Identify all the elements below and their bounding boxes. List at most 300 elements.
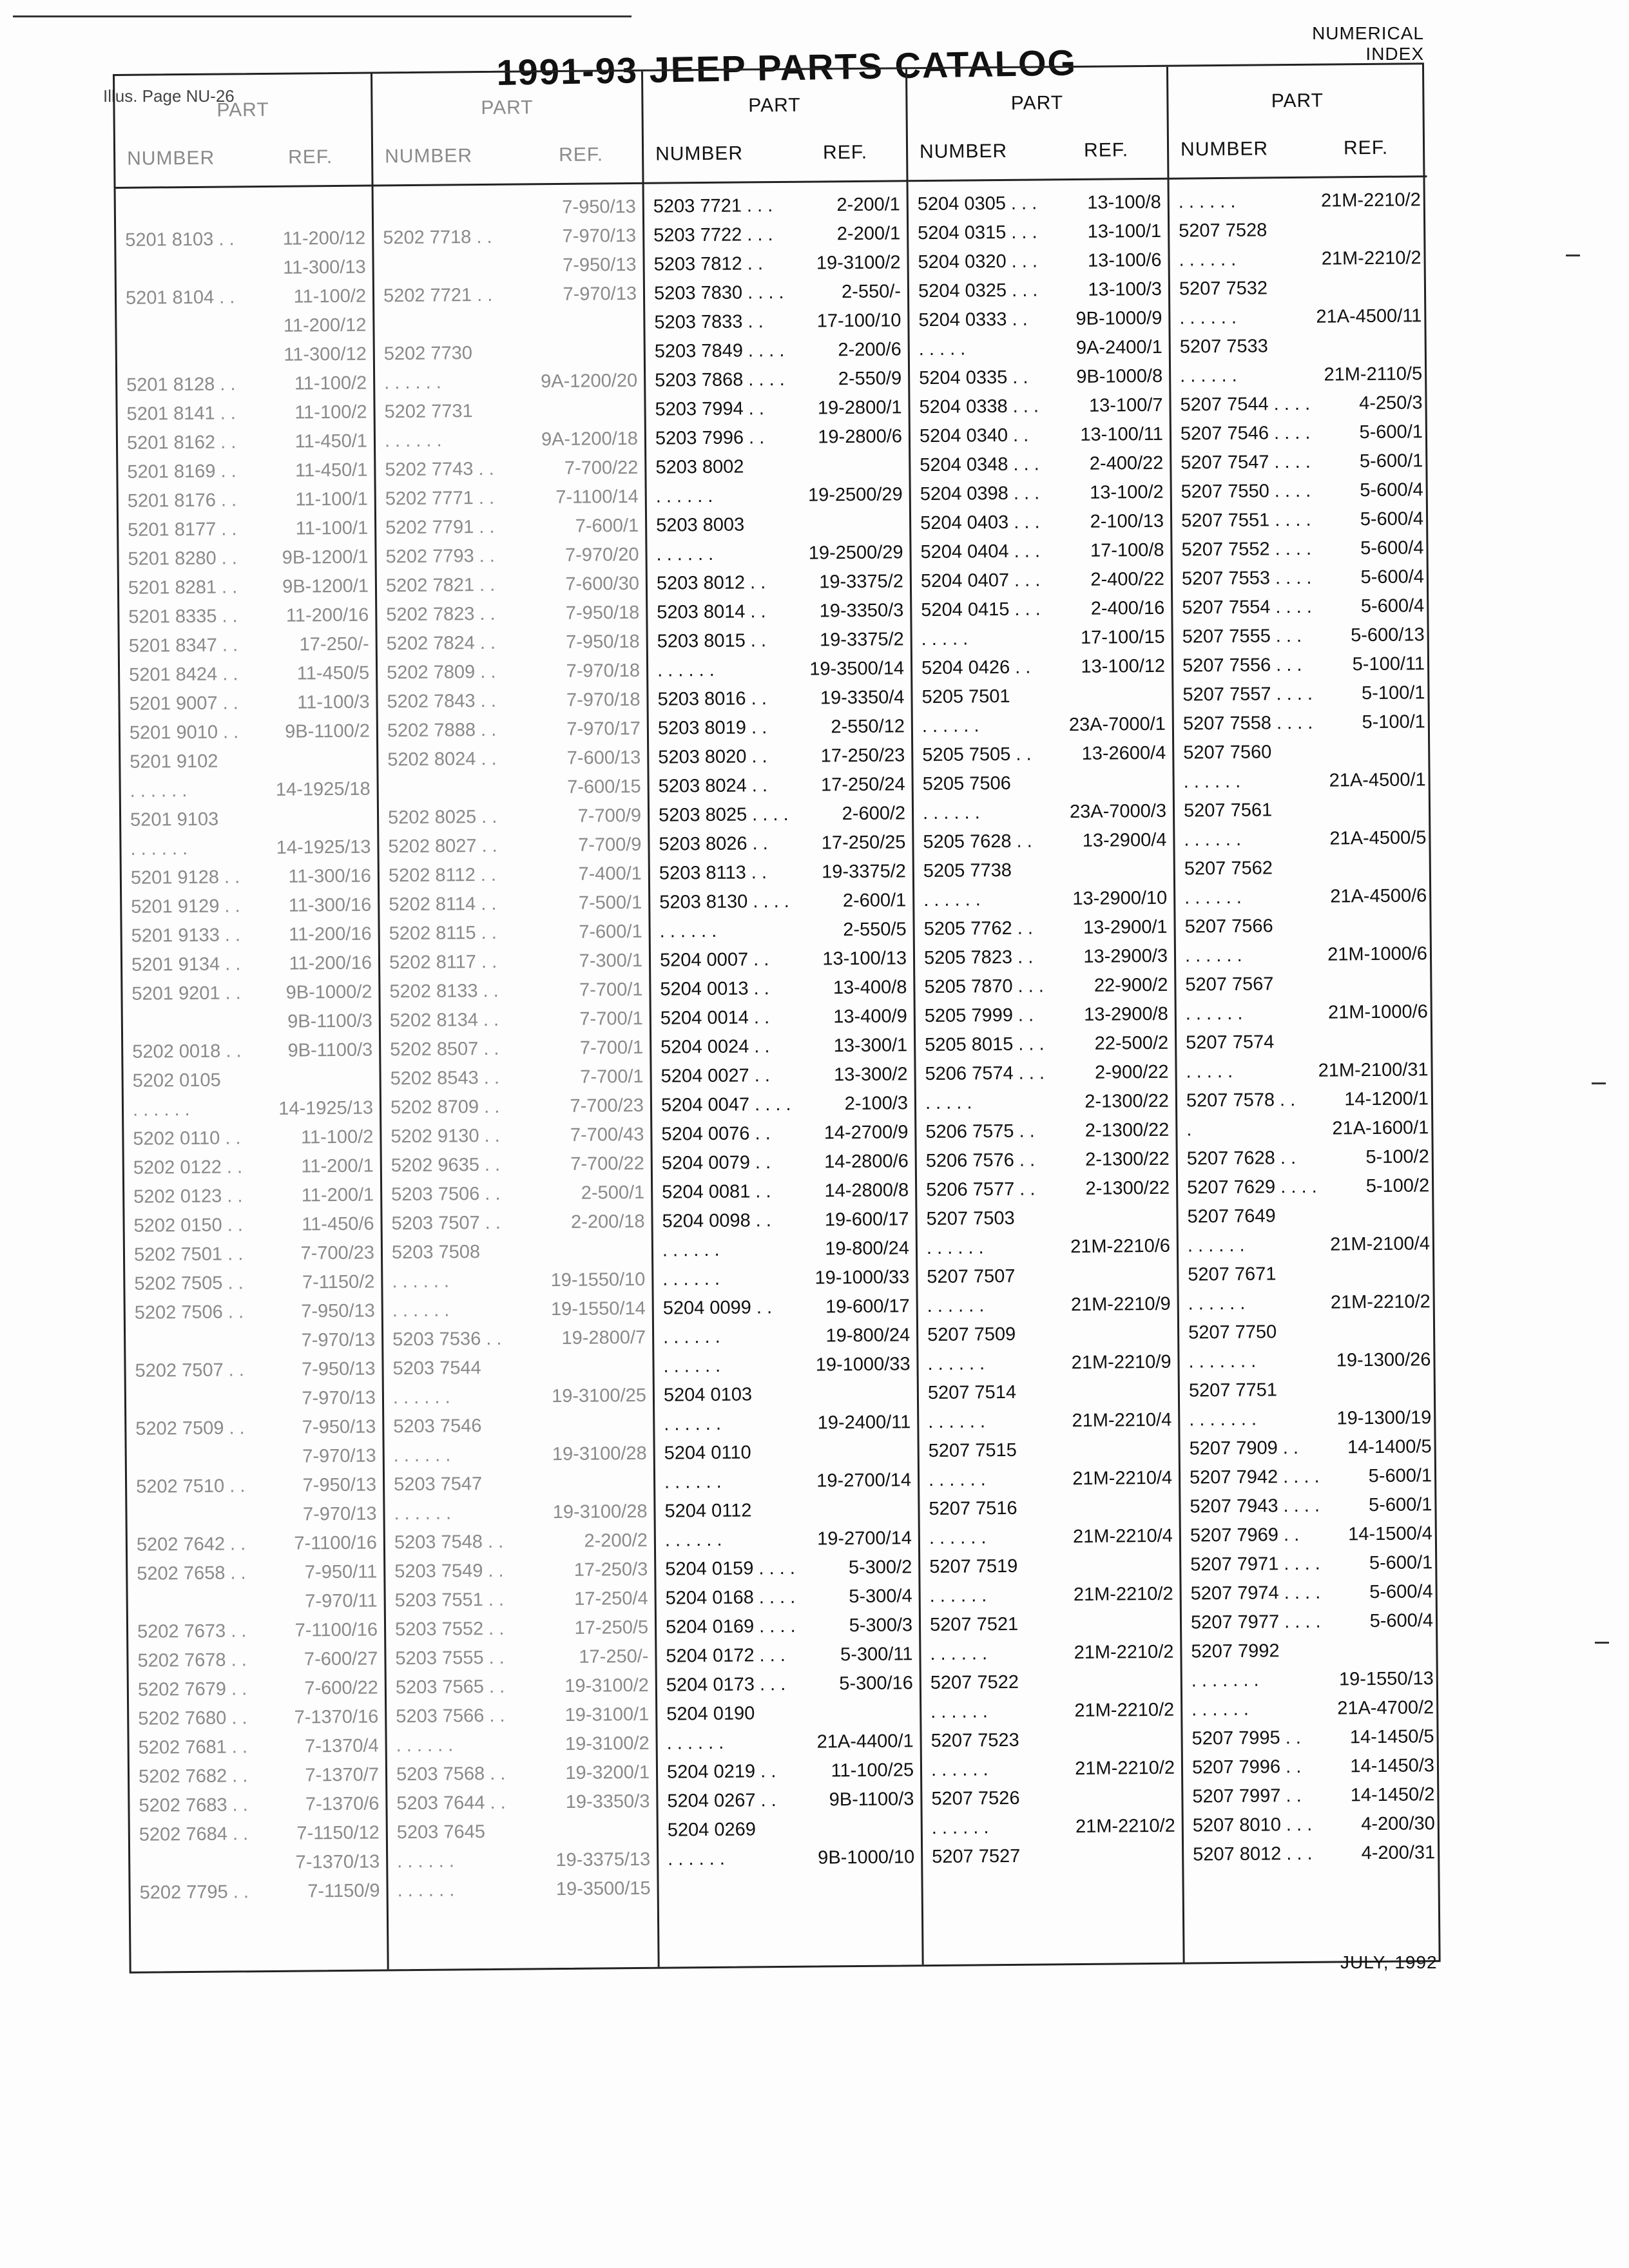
table-row xyxy=(653,1176,915,1207)
table-row xyxy=(119,601,375,631)
table-row xyxy=(128,1528,383,1559)
reference: 11-200/16 xyxy=(289,923,372,945)
part-number: 5207 7521 xyxy=(929,1613,1019,1636)
reference: 7-1370/13 xyxy=(295,1851,380,1873)
reference: 9B-1100/3 xyxy=(287,1010,372,1032)
table-row xyxy=(657,1640,919,1671)
reference: 7-700/9 xyxy=(577,834,642,856)
part-number: 5202 7793 . . xyxy=(385,545,496,568)
table-row xyxy=(376,512,645,543)
table-row xyxy=(920,1435,1179,1466)
table-row xyxy=(656,1524,918,1555)
part-number: 5203 8026 . . xyxy=(659,833,768,855)
part-number: 5202 8543 . . xyxy=(390,1067,500,1090)
part-number: 5202 7507 . . xyxy=(135,1360,245,1381)
table-row xyxy=(1175,881,1433,912)
table-row xyxy=(651,1031,914,1062)
table-row xyxy=(116,224,372,255)
part-number: 5203 8025 . . . . xyxy=(658,803,789,826)
reference: 13-400/9 xyxy=(833,1006,907,1028)
table-row xyxy=(1171,360,1429,390)
part-number: 5203 7551 . . xyxy=(394,1589,505,1611)
reference: 9A-1200/18 xyxy=(541,428,639,450)
reference: 9B-1000/10 xyxy=(818,1847,915,1869)
table-row xyxy=(118,456,374,486)
part-number: 5207 7578 . . xyxy=(1186,1090,1296,1111)
table-row xyxy=(917,1145,1176,1177)
margin-mark xyxy=(1566,255,1580,256)
table-row xyxy=(911,536,1170,568)
part-number: 5203 8012 . . xyxy=(656,572,766,594)
table-row xyxy=(385,1468,653,1500)
table-row xyxy=(918,1232,1177,1264)
reference: 7-600/27 xyxy=(304,1648,378,1670)
part-number: 5203 7506 . . xyxy=(391,1183,501,1206)
part-number: 5207 7547 . . . . xyxy=(1181,451,1311,474)
table-row xyxy=(657,1698,920,1729)
table-row xyxy=(917,1203,1176,1235)
part-number: 5202 8133 . . xyxy=(389,980,499,1003)
table-row xyxy=(650,799,912,831)
table-row xyxy=(910,391,1169,423)
table-row xyxy=(918,1261,1177,1293)
table-row xyxy=(126,1325,381,1356)
part-number: 5202 7680 . . xyxy=(138,1707,247,1729)
table-row xyxy=(378,744,647,775)
part-number: 5203 7568 . . xyxy=(396,1763,506,1785)
part-number: 5207 7649 xyxy=(1187,1206,1276,1227)
part-number: 5204 0320 . . . xyxy=(918,251,1038,273)
part-number: 5207 7628 . . xyxy=(1186,1148,1296,1169)
part-number: 5207 7523 xyxy=(930,1729,1019,1752)
column-rows xyxy=(374,193,657,1906)
table-row xyxy=(120,629,376,660)
part-number: 5203 7536 . . xyxy=(392,1328,502,1350)
table-row xyxy=(121,774,377,805)
reference: 13-100/12 xyxy=(1081,655,1166,677)
table-row xyxy=(914,913,1173,945)
footer-date: JULY, 1992 xyxy=(1340,1952,1438,1972)
part-number: 5207 7574 xyxy=(1186,1032,1275,1053)
table-row xyxy=(920,1522,1179,1553)
table-row xyxy=(911,478,1170,510)
reference: 7-400/1 xyxy=(578,863,642,885)
part-number: 5202 7509 . . xyxy=(135,1418,245,1439)
part-number: 5204 0081 . . xyxy=(662,1181,771,1203)
part-number: 5204 0398 . . . xyxy=(920,483,1040,505)
table-row xyxy=(909,246,1168,278)
reference: 11-100/1 xyxy=(295,488,368,510)
reference: 11-300/12 xyxy=(284,343,367,365)
part-number: 5201 8176 . . xyxy=(127,490,237,512)
part-number: 5207 7557 . . . . xyxy=(1182,683,1313,706)
part-number: 5203 7833 . . xyxy=(654,311,764,333)
table-row xyxy=(128,1557,383,1588)
reference: 2-550/12 xyxy=(831,716,905,738)
part-number: 5203 7722 . . . xyxy=(653,224,773,246)
table-row xyxy=(916,1058,1175,1090)
reference: 21M-2210/4 xyxy=(1072,1467,1173,1490)
header-part-label: PART xyxy=(217,99,269,121)
table-row xyxy=(1179,1316,1437,1347)
reference: 7-970/18 xyxy=(566,689,641,711)
reference: 5-600/4 xyxy=(1369,1610,1434,1632)
table-row xyxy=(650,828,912,860)
table-row xyxy=(914,884,1173,916)
reference: 7-1150/12 xyxy=(296,1822,380,1844)
reference: 7-700/43 xyxy=(570,1124,644,1146)
table-row xyxy=(657,1611,919,1642)
table-row xyxy=(387,1729,655,1761)
table-row xyxy=(124,1093,380,1124)
part-number: 5204 0169 . . . . xyxy=(665,1615,796,1638)
table-row xyxy=(923,1812,1182,1843)
column-header xyxy=(115,74,372,189)
table-row xyxy=(1175,852,1433,883)
reference: 19-3100/28 xyxy=(552,1443,647,1465)
reference: 17-250/23 xyxy=(820,745,905,767)
part-number: . . . . . xyxy=(925,1092,972,1114)
part-number: . . . . . . xyxy=(384,372,441,394)
reference: 11-450/5 xyxy=(296,662,370,684)
table-row xyxy=(130,1818,386,1849)
table-row xyxy=(128,1586,384,1617)
part-number: . . . . . . xyxy=(926,1237,984,1259)
part-number: 5204 0407 . . . xyxy=(920,570,1041,592)
table-row xyxy=(646,393,908,425)
part-number: . . . . . . xyxy=(1191,1698,1249,1720)
table-row xyxy=(919,1406,1178,1437)
table-row xyxy=(1175,794,1432,825)
part-number: . . . . . . xyxy=(1179,249,1237,271)
reference: 21A-1600/1 xyxy=(1332,1117,1429,1139)
table-row xyxy=(910,333,1169,365)
table-row xyxy=(130,1760,385,1791)
reference: 7-1100/14 xyxy=(555,486,639,508)
part-number: . . . . . . xyxy=(130,838,188,860)
part-number: 5202 0123 . . xyxy=(133,1186,243,1207)
part-number: 5207 7974 . . . . xyxy=(1190,1582,1321,1604)
table-row xyxy=(658,1756,920,1787)
table-row xyxy=(659,1843,921,1874)
table-row xyxy=(921,1696,1181,1727)
reference: 5-600/13 xyxy=(1351,624,1425,646)
table-row xyxy=(124,1180,380,1211)
reference: 2-400/22 xyxy=(1089,452,1164,474)
table-row xyxy=(382,1207,651,1239)
table-row xyxy=(915,971,1174,1003)
table-row xyxy=(1177,1113,1435,1144)
part-number: . . . . . . xyxy=(930,1701,988,1723)
part-number: 5203 7548 . . xyxy=(394,1531,504,1553)
table-row xyxy=(1182,1635,1440,1666)
reference: 7-600/1 xyxy=(575,515,639,537)
reference: 19-2800/7 xyxy=(561,1327,646,1349)
page-title: 1991-93 JEEP PARTS CATALOG xyxy=(496,42,1077,93)
table-row xyxy=(117,340,373,370)
table-row xyxy=(1177,1026,1434,1057)
table-row xyxy=(383,1265,651,1297)
part-number: 5204 0415 . . . xyxy=(921,599,1041,621)
table-row xyxy=(388,1816,657,1848)
part-number: 5206 7575 . . xyxy=(925,1120,1035,1143)
part-number: . . . . . . xyxy=(130,780,188,802)
table-row xyxy=(375,367,644,398)
part-number: 5204 0172 . . . xyxy=(666,1644,786,1667)
reference: 7-950/13 xyxy=(302,1474,377,1496)
part-number: . . . . . xyxy=(918,338,966,360)
part-number: . . . . . . xyxy=(1184,829,1242,850)
table-row xyxy=(1171,447,1429,477)
part-number: 5201 8104 . . xyxy=(125,287,235,309)
part-number: 5201 8424 . . xyxy=(129,664,238,686)
part-number: . . . . . . xyxy=(666,1732,724,1754)
table-row xyxy=(647,538,909,570)
reference: 11-200/16 xyxy=(285,604,369,626)
reference: 21A-4700/2 xyxy=(1337,1697,1434,1719)
part-number: 5207 7942 . . . . xyxy=(1189,1466,1320,1488)
reference: 19-1300/19 xyxy=(1336,1407,1432,1429)
reference: 19-3500/14 xyxy=(809,658,905,680)
part-number: . . . . . . xyxy=(930,1759,988,1781)
table-row xyxy=(1181,1490,1438,1521)
table-row xyxy=(912,623,1171,655)
table-row xyxy=(655,1379,917,1410)
table-row xyxy=(648,625,911,657)
part-number: 5204 0103 xyxy=(663,1384,753,1406)
table-row xyxy=(130,1876,386,1907)
part-number: 5202 7673 . . xyxy=(137,1620,247,1642)
reference: 13-300/2 xyxy=(833,1064,908,1086)
part-number: 5202 7501 . . xyxy=(133,1244,244,1265)
part-number: 5207 7977 . . . . xyxy=(1190,1611,1321,1633)
table-row xyxy=(923,1841,1182,1872)
part-number: 5203 8113 . . xyxy=(659,862,767,884)
reference: 2-400/16 xyxy=(1090,597,1165,619)
header-number-label: NUMBER xyxy=(655,142,744,165)
table-row xyxy=(646,335,908,367)
part-number: 5202 9130 . . xyxy=(390,1125,500,1148)
reference: 11-300/13 xyxy=(283,256,366,278)
reference: 13-400/8 xyxy=(833,977,907,999)
reference: 2-600/1 xyxy=(842,890,907,912)
table-row xyxy=(381,1120,650,1152)
table-row xyxy=(647,480,909,512)
part-number: . . . . . . xyxy=(1180,365,1237,387)
part-number: 5205 7628 . . xyxy=(923,831,1032,853)
reference: 11-100/1 xyxy=(295,517,369,539)
table-row xyxy=(914,797,1173,829)
reference: 7-700/9 xyxy=(577,805,642,827)
part-number: 5203 8015 . . xyxy=(657,630,767,652)
table-row xyxy=(1172,505,1430,535)
part-number: . . . . . . . xyxy=(1191,1669,1259,1691)
reference: 11-100/2 xyxy=(294,372,367,394)
table-row xyxy=(379,773,648,804)
reference: 21M-2210/2 xyxy=(1320,189,1421,211)
reference: 21M-2100/4 xyxy=(1330,1233,1431,1255)
table-row xyxy=(376,425,644,456)
header-number-label: NUMBER xyxy=(384,145,473,168)
part-number: 5203 7552 . . xyxy=(394,1618,505,1640)
part-number: 5202 7821 . . xyxy=(385,574,496,597)
table-row xyxy=(128,1615,384,1646)
table-row xyxy=(653,1234,916,1265)
reference: 9B-1000/8 xyxy=(1076,365,1163,387)
table-row xyxy=(125,1267,381,1298)
reference: 21M-2210/6 xyxy=(1070,1235,1171,1258)
reference: 7-700/1 xyxy=(579,1037,644,1059)
reference: 5-600/1 xyxy=(1369,1552,1433,1574)
reference: 14-1450/2 xyxy=(1350,1784,1435,1806)
reference: 5-600/4 xyxy=(1369,1581,1433,1603)
part-number: 5207 7997 . . xyxy=(1192,1785,1302,1807)
table-row xyxy=(650,915,912,947)
table-row xyxy=(648,596,910,628)
table-row xyxy=(116,195,372,226)
table-row xyxy=(649,741,911,773)
part-number: 5203 7566 . . xyxy=(396,1705,505,1727)
part-number: 5203 8020 . . xyxy=(658,746,767,768)
table-row xyxy=(126,1296,381,1327)
reference: 19-1550/14 xyxy=(550,1298,646,1320)
part-number: 5204 0404 . . . xyxy=(920,541,1041,563)
part-number: . . . . . . xyxy=(1187,1235,1245,1256)
part-number: 5203 8016 . . xyxy=(657,688,767,710)
part-number: 5207 7527 xyxy=(932,1845,1021,1868)
part-number: 5202 8117 . . xyxy=(389,951,497,974)
part-number: 5203 8003 xyxy=(656,514,745,536)
part-number: . . . . . . xyxy=(929,1585,987,1607)
table-row xyxy=(1178,1200,1436,1231)
reference: 5-300/16 xyxy=(839,1673,913,1695)
table-row xyxy=(918,1348,1177,1379)
part-number: 5202 7505 . . xyxy=(134,1273,244,1294)
part-number: . . . . . . xyxy=(1184,887,1242,908)
reference: 19-3100/2 xyxy=(816,252,901,274)
part-number: 5204 0076 . . xyxy=(661,1123,771,1145)
part-number: 5204 0269 xyxy=(667,1819,757,1841)
part-number: . . . . . . xyxy=(928,1469,986,1491)
reference: 5-100/1 xyxy=(1362,711,1425,733)
table-row xyxy=(380,889,648,920)
table-row xyxy=(120,687,376,718)
table-row xyxy=(1183,1780,1441,1811)
margin-mark xyxy=(1595,1642,1609,1644)
reference: 7-1150/2 xyxy=(302,1271,375,1293)
reference: 7-950/11 xyxy=(304,1561,378,1583)
index-column-2 xyxy=(372,72,660,1970)
table-row xyxy=(909,304,1168,336)
part-number: . . . . . . xyxy=(1183,771,1241,793)
part-number: 5205 8015 . . . xyxy=(925,1033,1045,1056)
reference: 13-300/1 xyxy=(833,1035,908,1057)
table-row xyxy=(386,1584,655,1616)
table-row xyxy=(126,1383,382,1414)
part-number: 5207 7566 xyxy=(1184,916,1273,937)
header-part-label: PART xyxy=(1010,92,1064,114)
table-row xyxy=(1174,765,1432,796)
reference: 7-970/13 xyxy=(301,1329,376,1351)
part-number: 5202 8025 . . xyxy=(387,806,497,829)
table-row xyxy=(650,886,912,918)
part-number: 5207 7943 . . . . xyxy=(1190,1495,1320,1517)
part-number: 5203 7644 . . xyxy=(396,1792,506,1814)
column-header xyxy=(1168,64,1427,179)
reference: 9B-1100/2 xyxy=(285,720,371,742)
part-number: . . . . . . xyxy=(662,1268,720,1290)
part-number: 5203 7721 . . . xyxy=(653,195,773,217)
table-row xyxy=(647,509,909,541)
part-number: 5201 9010 . . xyxy=(129,722,239,744)
table-row xyxy=(121,832,377,863)
table-row xyxy=(122,890,378,921)
reference: 2-100/3 xyxy=(844,1093,909,1115)
part-number: . . . . . . xyxy=(1178,191,1236,213)
table-row xyxy=(120,745,376,776)
part-number: . . . . . . xyxy=(657,659,715,681)
part-number: 5202 0122 . . xyxy=(133,1157,243,1178)
reference: 7-950/18 xyxy=(565,602,640,624)
reference: 21M-2210/2 xyxy=(1074,1641,1174,1664)
part-number: . . . . . . xyxy=(1188,1293,1246,1314)
reference: 2-200/18 xyxy=(570,1211,645,1233)
table-row xyxy=(1179,1345,1437,1376)
table-row xyxy=(651,1060,914,1091)
table-row xyxy=(387,1671,655,1703)
part-number: 5203 7549 . . xyxy=(394,1560,504,1582)
table-row xyxy=(383,1323,652,1355)
table-row xyxy=(648,567,910,599)
header-ref-label: REF. xyxy=(1343,137,1389,159)
table-row xyxy=(381,1004,650,1036)
reference: 14-1200/1 xyxy=(1344,1088,1429,1110)
reference: 7-700/23 xyxy=(570,1095,644,1117)
reference: 7-600/30 xyxy=(565,573,640,595)
table-row xyxy=(645,277,907,309)
part-number: 5201 8281 . . xyxy=(128,577,238,599)
table-row xyxy=(385,1555,654,1587)
part-number: 5202 8115 . . xyxy=(389,922,497,945)
reference: 2-550/- xyxy=(841,281,901,303)
table-row xyxy=(383,1352,652,1384)
reference: 9A-1200/20 xyxy=(541,370,638,392)
reference: 2-1300/22 xyxy=(1084,1090,1170,1112)
table-row xyxy=(1179,1258,1436,1289)
table-row xyxy=(130,1847,386,1878)
table-row xyxy=(124,1122,380,1153)
table-row xyxy=(379,831,648,862)
index-column-4 xyxy=(907,67,1185,1965)
table-row xyxy=(376,483,645,514)
part-number: 5203 8014 . . xyxy=(657,601,766,623)
reference: 4-200/30 xyxy=(1361,1813,1435,1835)
part-number: 5207 7750 xyxy=(1188,1321,1277,1343)
part-number: 5202 0018 . . xyxy=(132,1041,242,1062)
reference: 13-100/2 xyxy=(1090,481,1164,503)
table-row xyxy=(122,977,378,1008)
part-number: 5204 0098 . . xyxy=(662,1210,772,1232)
part-number: 5202 7809 . . xyxy=(386,661,496,684)
table-row xyxy=(1174,707,1432,738)
reference: 17-250/25 xyxy=(821,832,906,854)
table-row xyxy=(119,572,375,602)
part-number: . . . . . . xyxy=(656,543,714,565)
part-number: 5202 7791 . . xyxy=(385,516,495,539)
part-number: 5202 8027 . . xyxy=(388,835,497,858)
part-number: 5207 7522 xyxy=(930,1671,1019,1694)
table-row xyxy=(922,1754,1181,1785)
